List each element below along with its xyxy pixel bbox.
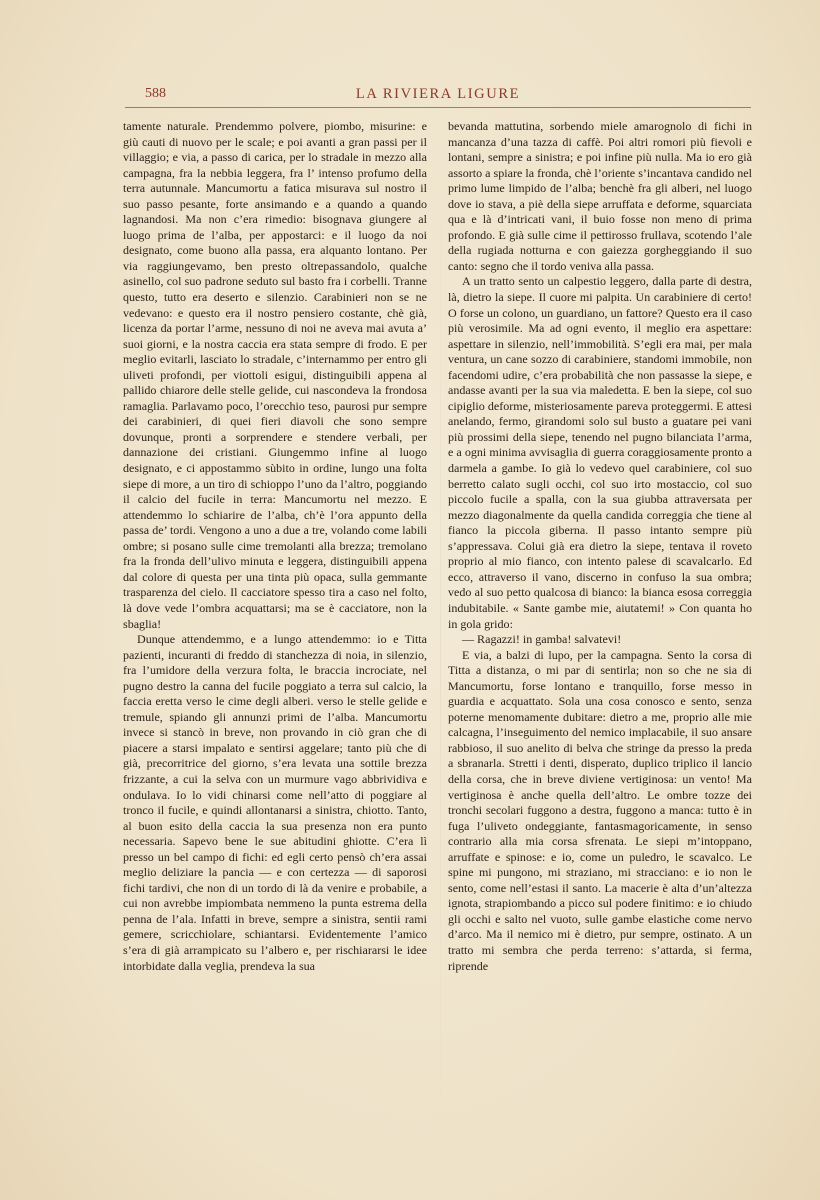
running-title: LA RIVIERA LIGURE	[355, 86, 521, 102]
page-number: 588	[145, 86, 166, 101]
paragraph: tamente naturale. Prendemmo polvere, piombo, misurine: e giù cauti di nuovo per le scale; e poi avanti a gran passi per il villaggio; e via, a passo di carica, per lo stradale in mezzo alla campagna, fra la nebbia leggera, fra l’ intenso profumo della terra autunnale. Mancumortu a fatica misurava sul nostro il suo passo pesante, forte ansimando e a quando a quando lagnandosi. Ma non c’era rimedio: bisognava giungere al luogo prima de l’alba, per appostarci: e il luogo da noi designato, come buono alla passa, era alquanto lontano. Per via raggiungevamo, ben presto oltrepassandolo, qualche asinello, col suo padrone seduto sul basto fra i corbelli. Tranne questo, tutto era deserto e silenzio. Carabinieri non se ne vedevano: e questo era il nostro pensiero costante, chè già, licenza da portar l’arme, nessuno di noi ne aveva mai avuta a’ suoi giorni, e la nostra caccia era stata sempre di frodo. E per meglio evitarli, lasciato lo stradale, c’internammo per entro gli uliveti profondi, per viottoli esigui, distinguibili appena al pallido chiarore delle stelle gelide, cui nascondeva la frondosa ramaglia. Parlavamo poco, l’orecchio teso, paurosi pur sempre dei carabinieri, di quei fieri diavoli che sono sempre dovunque, pronti a sorprendere e stendere verbali, per dannazione dei cristiani. Giungemmo infine al luogo designato, e ci appostammo sùbito in ordine, lungo una folta siepe di more, a un tiro di schioppo l’uno da l’altro, poggiando il calcio del fucile in terra: Mancumortu nel mezzo. E attendemmo lo schiarire de l’alba, ch’è l’ora appunto della passa de’ tordi. Vengono a uno a due a tre, volando come labili ombre; si posano sulle cime tremolanti alla brezza; tremolano fra la fronda dell’ulivo minuta e leggera, distinguibili appena dal colore di questa per una tinta più opaca, sulla gemmante trasparenza del cielo. Il cacciatore spesso tira a caso nel folto, là dove vede l’ombra acquattarsi; ma se è cacciatore, non la sbaglia!	[123, 119, 427, 631]
paragraph: Dunque attendemmo, e a lungo attendemmo: io e Titta pazienti, incuranti di freddo di stanchezza di noia, in silenzio, fra l’umidore della verzura folta, le braccia incrociate, nel pugno destro la canna del fucile poggiato a terra sul calcio, la faccia eretta verso le cime degli alberi. verso le stelle gelide e tremule, spiando gli annunzi primi de l’alba. Mancumortu invece si stancò in breve, non provando in ciò gran che di piacere a starsi impalato e sentirsi aggelare; tanto più che di già, precorritrice del giorno, s’era levata una sottile brezza frizzante, a cui la selva con un murmure vago abbrividiva e ondulava. Io lo vidi chinarsi come nell’atto di poggiare al tronco il fucile, e quindi allontanarsi a sinistra, chiotto. Tanto, al buon esito della caccia la sua presenza non era punto necessaria. Sapevo bene le sue abitudini ghiotte. C’era lì presso un bel campo di fichi: ed egli certo pensò ch’era assai meglio deliziare la pancia — e con certezza — di saporosi fichi tardivi, che non di un tordo di là da venire e probabile, a cui non avrebbe impiombata nemmeno la punta estrema della penna de l’ala. Infatti in breve, sempre a sinistra, sentii rami gemere, scricchiolare, schiantarsi. Evidentemente l’amico s’era di già arrampicato su l’albero e, per rischiararsi le idee intorbidate dalla veglia, prendeva la sua	[123, 632, 427, 973]
header-rule	[125, 107, 751, 108]
page-gutter	[440, 118, 441, 1178]
page-header	[125, 86, 751, 108]
left-column	[123, 119, 427, 1179]
paragraph: A un tratto sento un calpestio leggero, dalla parte di destra, là, dietro la siepe. Il cuore mi palpita. Un carabiniere di certo! O forse un colono, un guardiano, un fattore? Questo era il caso più verosimile. Ma ad ogni evento, il meglio era aspettare: aspettare in silenzio, nell’immobilità. S’egli era mai, per mala ventura, un cane sozzo di carabiniere, standomi immobile, non facendomi udire, c’era probabilità che non passasse la siepe, e andasse avanti per la sua via maledetta. E ben la siepe, col suo cipiglio deforme, misteriosamente pareva proteggermi. E attesi anelando, fermo, girandomi solo sul busto a guatare pei vani più prossimi della siepe, tenendo nel pugno bilanciata l’arma, e a ogni minima avvisaglia di guerra coraggiosamente pronto a darmela a gambe. Io già lo vedevo quel carabiniere, col suo berretto calato sugli occhi, col suo irto mostaccio, col suo piccolo fucile a spalla, con la sua giubba attraversata per mezzo diagonalmente da quella candida correggia che tiene al fianco la piccola giberna. Il passo intanto sempre più s’appressava. Colui già era dietro la siepe, tentava il roveto proprio al mio fianco, con intento palese di scavalcarlo. Ed ecco, attraverso il vano, discerno in confuso la sua ombra; vedo al suo petto qualcosa di bianco: la bianca esosa correggia indubitabile. « Sante gambe mie, aiutatemi! » Con quanta ho in gola grido:	[448, 274, 752, 631]
paragraph: bevanda mattutina, sorbendo miele amarognolo di fichi in mancanza d’una tazza di caffè. Poi altri romori più fievoli e lontani, sempre a sinistra; e poi infine più nulla. Ma io ero già assorto a spiare la fronda, chè l’oriente s’incantava candido nel primo lume limpido de l’alba; benchè fra gli alberi, nel luogo dove io stava, a piè della siepe arruffata e deforme, squarciata qua e là d’intricati vani, il buio fosse non meno di prima profondo. E già sulle cime il pettirosso frullava, scotendo l’ale della rugiada notturna e con gaiezza gorgheggiando il suo canto: segno che il tordo veniva alla passa.	[448, 119, 752, 273]
dialogue-line: — Ragazzi! in gamba! salvatevi!	[462, 632, 622, 647]
paragraph: E via, a balzi di lupo, per la campagna. Sento la corsa di Titta a distanza, o mi par di sentirla; non so che ne sia di Mancumortu, forse lontano e tranquillo, forse messo in guardia e acquattato. Sola una cosa conosco e sento, senza poterne menomamente dubitare: dietro a me, proprio alle mie calcagna, l’inseguimento del nemico implacabile, il suo ansare rabbioso, il suo anelito di belva che stringe da presso la preda a sbranarla. Stretti i denti, disperato, duplico triplico il lancio della corsa, che in breve diviene vertiginosa: un vento! Ma vertiginosa è anche quella dell’altro. Le ombre tozze dei tronchi secolari fuggono a destra, fuggono a manca: tutto è in fuga l’uliveto ondeggiante, fantasmagoricamente, in senso contrario alla mia corsa sfrenata. Le siepi m’intoppano, arruffate e spinose: e io, come un puledro, le scavalco. Le spine mi pungono, mi straziano, mi stracciano: e io non le sento, come nell’estasi il santo. La macerie è alta d’un’altezza ignota, strapiombando a picco sul podere finitimo: e io chiudo gli occhi e salto nel vuoto, sulle gambe elastiche come nervo d’arco. Ma il nemico mi è dietro, pur sempre, ostinato. A un tratto mi sembra che perda terreno: s’attarda, si ferma, riprende	[448, 647, 752, 973]
right-column	[448, 119, 752, 1179]
